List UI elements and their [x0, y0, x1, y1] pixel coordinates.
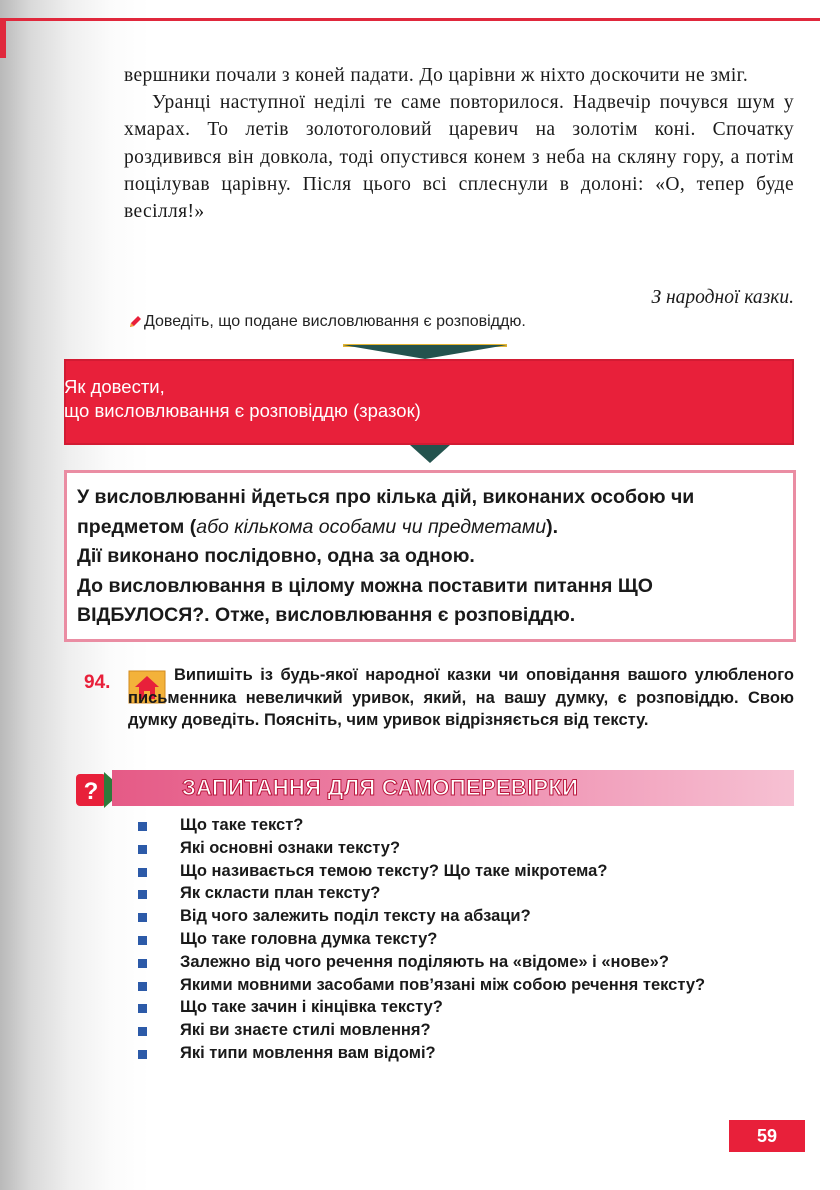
question-item — [136, 814, 796, 837]
svg-text:?: ? — [83, 778, 99, 805]
question-text: Від чого залежить поділ тексту на абзаци? — [180, 907, 531, 926]
question-item — [136, 974, 796, 997]
self-check-banner — [112, 770, 794, 806]
rule-text — [77, 483, 787, 631]
rule-box — [64, 470, 796, 642]
question-item — [136, 905, 796, 928]
question-item — [136, 860, 796, 883]
bullet-square-icon — [138, 913, 147, 922]
bullet-square-icon — [138, 868, 147, 877]
question-item — [136, 928, 796, 951]
question-text: Які типи мовлення вам відомі? — [180, 1043, 436, 1062]
question-text: Які ви знаєте стилі мовлення? — [180, 1021, 431, 1040]
bullet-square-icon — [138, 1027, 147, 1036]
question-item — [136, 882, 796, 905]
question-text: Що таке текст? — [180, 816, 304, 834]
question-item — [136, 996, 796, 1019]
question-item — [136, 951, 796, 974]
rule-banner — [64, 359, 794, 445]
exercise-body: Випишіть із будь-якої народної казки чи оповідання вашого улюбленого письменника невеличкий уривок, який, на вашу думку, є розповіддю. Свою думку доведіть. Поясніть, чим уривок відрізняється від тексту. — [128, 666, 794, 729]
exercise-number: 94. — [84, 672, 111, 693]
question-text: Що таке зачин і кінцівка тексту? — [180, 998, 443, 1017]
task-line — [128, 313, 526, 331]
banner-line-2: що висловлювання є розповіддю (зразок) — [64, 400, 421, 421]
bullet-square-icon — [138, 845, 147, 854]
bullet-square-icon — [138, 1050, 147, 1059]
bullet-square-icon — [138, 959, 147, 968]
rule-line-4: До висловлювання в цілому можна поставити питання ЩО ВІДБУЛОСЯ?. Отже, висловлювання є розповіддю. — [77, 574, 653, 626]
question-text: Якими мовними засобами пов’язані між собою речення тексту? — [180, 975, 706, 994]
banner-line-1: Як довести, — [64, 376, 165, 397]
question-text: Як скласти план тексту? — [180, 884, 381, 903]
question-list — [136, 814, 796, 1065]
question-text: Що називається темою тексту? Що таке мікротема? — [180, 861, 608, 880]
story-paragraph-2: Уранці наступної неділі те саме повторилося. Надвечір почувся шум у хмарах. То летів золотоголовий царевич на золотім коні. Спочатку роздивився він довкола, тоді опустився конем з неба на скляну гору, а потім поцілував царівну. Після цього всі сплеснули в долоні: «О, тепер буде весілля!» — [124, 92, 794, 223]
bullet-square-icon — [138, 890, 147, 899]
task-text: Доведіть, що подане висловлювання є розповіддю. — [144, 313, 526, 330]
question-text: Що таке головна думка тексту? — [180, 929, 438, 948]
bullet-square-icon — [138, 982, 147, 991]
exercise-text — [128, 664, 794, 732]
bullet-square-icon — [138, 936, 147, 945]
rule-part-2: ). — [546, 515, 558, 538]
question-item — [136, 1042, 796, 1065]
banner-bottom-triangle — [410, 445, 450, 463]
banner-top-triangle — [343, 345, 507, 359]
story-paragraph-1: вершники почали з коней падати. До царівни ж ніхто доскочити не зміг. — [124, 65, 749, 86]
story-source: З народної казки. — [651, 287, 794, 308]
rule-part-1: У висловлюванні йдеться про кілька дій, виконаних особою чи предметом ( — [77, 486, 695, 538]
self-check-title: ЗАПИТАННЯ ДЛЯ САМОПЕРЕВІРКИ — [182, 775, 579, 800]
story-text — [124, 62, 794, 225]
pencil-icon — [128, 315, 142, 329]
page-number: 59 — [729, 1120, 805, 1152]
bullet-square-icon — [138, 1004, 147, 1013]
question-item — [136, 837, 796, 860]
bullet-square-icon — [138, 822, 147, 831]
rule-line-3: Дії виконано послідовно, одна за одною. — [77, 545, 475, 567]
rule-italic: або кількома особами чи предметами — [196, 515, 547, 538]
top-rule — [0, 18, 820, 21]
left-edge-mark — [0, 18, 6, 58]
question-text: Залежно від чого речення поділяють на «відоме» і «нове»? — [180, 952, 669, 971]
question-item — [136, 1019, 796, 1042]
question-text: Які основні ознаки тексту? — [180, 838, 401, 857]
